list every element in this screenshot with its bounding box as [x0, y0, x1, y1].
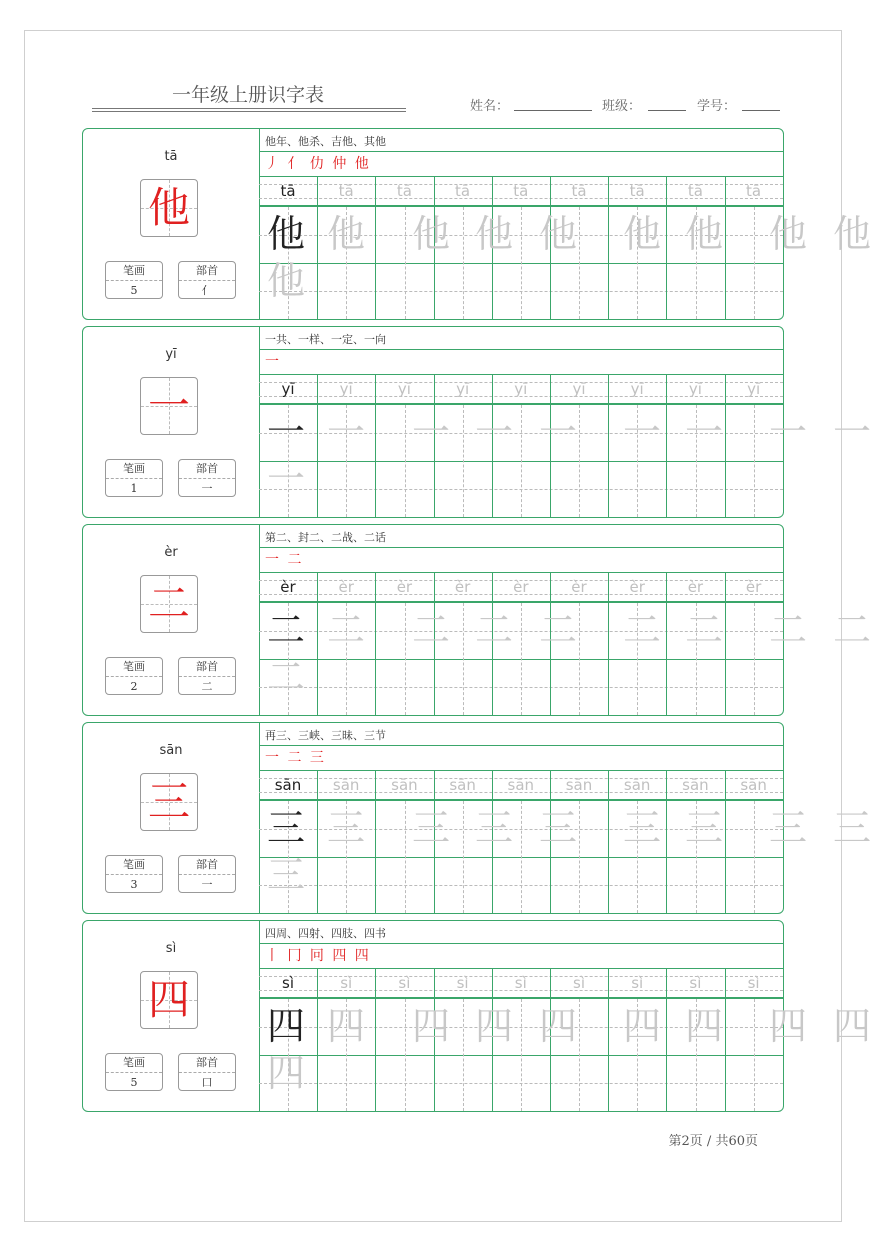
- radical-box: [178, 261, 236, 299]
- tracing-character: 他: [411, 212, 450, 256]
- pinyin-guide: sān: [623, 776, 651, 794]
- character-box: [140, 971, 198, 1029]
- stroke-count-label: 笔画: [106, 1054, 162, 1073]
- radical-box: [178, 459, 236, 497]
- stroke-count: 1: [130, 482, 138, 495]
- tracing-character: 三: [326, 806, 365, 850]
- tracing-character: 他: [538, 212, 577, 256]
- stroke-count: 3: [130, 878, 138, 891]
- tracing-character: 四: [266, 1004, 305, 1048]
- stroke-order: 一 二 三: [265, 750, 326, 766]
- example-words: 四周、四射、四肢、四书: [265, 927, 386, 940]
- example-words: 一共、一样、一定、一向: [265, 333, 386, 346]
- character-box: [140, 773, 198, 831]
- tracing-character: 二: [832, 608, 871, 652]
- pinyin-guide: yī: [630, 380, 644, 398]
- stroke-count: 5: [130, 284, 138, 297]
- tracing-character: 四: [832, 1004, 871, 1048]
- tracing-character: 一: [326, 410, 365, 454]
- stroke-count: 5: [130, 1076, 138, 1089]
- card-info-panel: [83, 129, 260, 319]
- main-character: 一: [147, 381, 190, 430]
- pinyin-guide: tā: [455, 182, 471, 200]
- stroke-count-label: 笔画: [106, 460, 162, 479]
- main-character: 三: [147, 777, 190, 826]
- stroke-count-box: [105, 657, 163, 695]
- stroke-count-label: 笔画: [106, 658, 162, 677]
- character-card: [82, 722, 871, 914]
- class-field[interactable]: [648, 110, 686, 111]
- tracing-character: 他: [266, 212, 305, 256]
- tracing-character: 三: [832, 806, 871, 850]
- number-field[interactable]: [742, 110, 780, 111]
- main-character: 他: [147, 183, 190, 232]
- pinyin-guide: èr: [280, 578, 296, 596]
- page-title: 一年级上册识字表: [171, 84, 324, 106]
- radical-box: [178, 657, 236, 695]
- tracing-character: 二: [474, 608, 513, 652]
- tracing-character: 二: [622, 608, 661, 652]
- tracing-character: 他: [768, 212, 807, 256]
- card-info-panel: [83, 525, 260, 715]
- pinyin-guide: tā: [280, 182, 296, 200]
- pinyin-guide: tā: [571, 182, 587, 200]
- pinyin-guide: èr: [338, 578, 354, 596]
- tracing-character: 四: [474, 1004, 513, 1048]
- pinyin-guide: tā: [338, 182, 354, 200]
- card-info-panel: [83, 723, 260, 913]
- tracing-character: 二: [538, 608, 577, 652]
- stroke-count-box: [105, 855, 163, 893]
- tracing-character: 四: [326, 1004, 365, 1048]
- tracing-character: 一: [684, 410, 723, 454]
- tracing-character: 二: [411, 608, 450, 652]
- example-words: 第二、封二、二战、二话: [265, 531, 386, 544]
- main-character: 四: [147, 975, 190, 1024]
- tracing-character: 一: [266, 457, 305, 501]
- practice-panel: [259, 327, 871, 517]
- practice-panel: [259, 525, 871, 715]
- pinyin-guide: yī: [397, 380, 411, 398]
- name-field[interactable]: [514, 110, 592, 111]
- pinyin-guide: sì: [340, 974, 353, 992]
- radical-label: 部首: [179, 658, 235, 677]
- pinyin-guide: èr: [687, 578, 704, 596]
- pinyin-guide: yī: [456, 380, 470, 398]
- tracing-character: 三: [622, 806, 661, 850]
- pinyin-guide: yī: [514, 380, 528, 398]
- stroke-order: 一: [265, 354, 281, 370]
- stroke-count-box: [105, 261, 163, 299]
- pinyin-guide: sì: [689, 974, 702, 992]
- stroke-count-box: [105, 459, 163, 497]
- pinyin-guide: sān: [449, 776, 476, 794]
- pinyin-label: sān: [159, 743, 183, 758]
- character-box: [140, 179, 198, 237]
- pinyin-guide: sān: [682, 776, 709, 794]
- pinyin-guide: èr: [454, 578, 471, 596]
- radical-box: [178, 1053, 236, 1091]
- tracing-character: 四: [684, 1004, 723, 1048]
- pinyin-guide: yī: [688, 380, 702, 398]
- tracing-character: 他: [622, 212, 661, 256]
- tracing-character: 四: [622, 1004, 661, 1048]
- pinyin-guide: sān: [507, 776, 535, 794]
- radical: 亻: [201, 284, 213, 297]
- tracing-character: 三: [411, 806, 450, 850]
- tracing-character: 四: [768, 1004, 807, 1048]
- pinyin-label: yī: [165, 347, 177, 362]
- stroke-count-label: 笔画: [106, 262, 162, 281]
- tracing-character: 一: [622, 410, 661, 454]
- pinyin-guide: tā: [687, 182, 703, 200]
- card-info-panel: [83, 327, 260, 517]
- number-label: 学号：: [697, 99, 737, 114]
- tracing-character: 三: [266, 806, 305, 850]
- pinyin-guide: sì: [747, 974, 760, 992]
- pinyin-guide: tā: [629, 182, 645, 200]
- radical-label: 部首: [179, 460, 235, 479]
- stroke-count: 2: [130, 680, 138, 693]
- pinyin-guide: sān: [332, 776, 360, 794]
- pinyin-guide: èr: [571, 578, 587, 596]
- pinyin-label: sì: [165, 941, 177, 956]
- character-card: [82, 326, 871, 518]
- character-card: [82, 128, 871, 320]
- tracing-character: 他: [266, 259, 305, 303]
- title-underline-2: [92, 111, 406, 112]
- character-card: [82, 524, 871, 716]
- class-label: 班级：: [602, 99, 642, 114]
- tracing-character: 四: [538, 1004, 577, 1048]
- pinyin-guide: sì: [282, 974, 294, 992]
- stroke-count-box: [105, 1053, 163, 1091]
- radical-label: 部首: [179, 856, 235, 875]
- tracing-character: 他: [832, 212, 871, 256]
- tracing-character: 一: [538, 410, 577, 454]
- pinyin-guide: èr: [745, 578, 762, 596]
- tracing-character: 三: [266, 853, 305, 897]
- tracing-character: 四: [411, 1004, 450, 1048]
- pinyin-guide: èr: [629, 578, 645, 596]
- pinyin-label: èr: [164, 545, 178, 560]
- pinyin-guide: yī: [747, 380, 761, 398]
- page-number: 第2页 / 共60页: [668, 1134, 758, 1149]
- character-card: [82, 920, 871, 1112]
- practice-panel: [259, 921, 871, 1111]
- tracing-character: 他: [684, 212, 723, 256]
- radical-label: 部首: [179, 262, 235, 281]
- pinyin-guide: yī: [339, 380, 353, 398]
- tracing-character: 他: [474, 212, 513, 256]
- radical: 口: [201, 1076, 213, 1089]
- tracing-character: 一: [411, 410, 450, 454]
- pinyin-guide: èr: [396, 578, 413, 596]
- tracing-character: 三: [474, 806, 513, 850]
- radical-box: [178, 855, 236, 893]
- example-words: 他年、他杀、吉他、其他: [265, 135, 386, 148]
- character-box: [140, 377, 198, 435]
- stroke-count-label: 笔画: [106, 856, 162, 875]
- pinyin-guide: sān: [391, 776, 418, 794]
- pinyin-guide: tā: [746, 182, 762, 200]
- tracing-character: 三: [684, 806, 723, 850]
- pinyin-guide: tā: [396, 182, 412, 200]
- pinyin-guide: yī: [281, 380, 295, 398]
- pinyin-guide: sì: [398, 974, 411, 992]
- tracing-character: 四: [266, 1051, 305, 1095]
- tracing-character: 一: [266, 410, 305, 454]
- tracing-character: 二: [768, 608, 807, 652]
- main-character: 二: [147, 579, 190, 628]
- pinyin-guide: sì: [456, 974, 469, 992]
- tracing-character: 一: [474, 410, 513, 454]
- pinyin-guide: yī: [572, 380, 586, 398]
- tracing-character: 三: [538, 806, 577, 850]
- pinyin-label: tā: [164, 149, 178, 164]
- example-words: 再三、三峡、三昧、三节: [265, 729, 386, 742]
- tracing-character: 一: [832, 410, 871, 454]
- practice-panel: [259, 723, 871, 913]
- pinyin-guide: sān: [274, 776, 302, 794]
- pinyin-guide: sān: [740, 776, 767, 794]
- card-info-panel: [83, 921, 260, 1111]
- name-label: 姓名：: [470, 99, 510, 114]
- pinyin-guide: èr: [513, 578, 529, 596]
- radical: 二: [201, 680, 213, 693]
- tracing-character: 二: [266, 608, 305, 652]
- character-box: [140, 575, 198, 633]
- pinyin-guide: sì: [573, 974, 585, 992]
- title-underline: [92, 108, 406, 109]
- radical-label: 部首: [179, 1054, 235, 1073]
- pinyin-guide: tā: [513, 182, 529, 200]
- stroke-order: 丿 亻 仂 仲 他: [265, 156, 371, 172]
- practice-panel: [259, 129, 871, 319]
- stroke-order: 丨 冂 冋 四 四: [265, 948, 371, 964]
- tracing-character: 三: [768, 806, 807, 850]
- pinyin-guide: sān: [565, 776, 593, 794]
- stroke-order: 一 二: [265, 552, 304, 568]
- tracing-character: 他: [326, 212, 365, 256]
- pinyin-guide: sì: [631, 974, 644, 992]
- tracing-character: 二: [684, 608, 723, 652]
- radical: 一: [201, 482, 213, 495]
- pinyin-guide: sì: [514, 974, 527, 992]
- tracing-character: 二: [326, 608, 365, 652]
- radical: 一: [201, 878, 213, 891]
- tracing-character: 一: [768, 410, 807, 454]
- tracing-character: 二: [266, 655, 305, 699]
